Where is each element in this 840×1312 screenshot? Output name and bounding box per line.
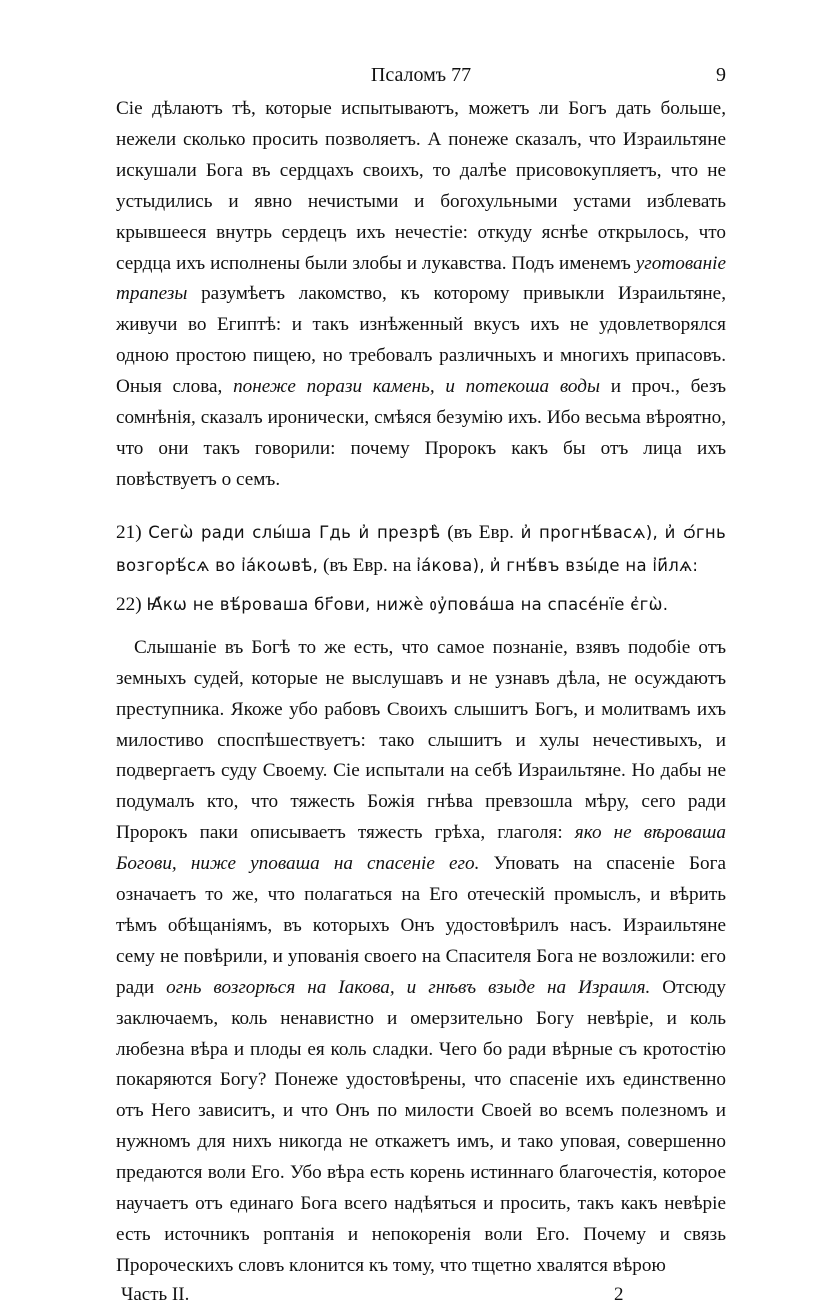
- text-run: Отсюду заключаемъ, коль ненавистно и омерзительно Богу невѣріе, и коль любезна вѣра и плоды ея коль сладки. Чего бо ради вѣрные съ кротостію покаряются Богу? Понеже удостовѣрены, что спасеніе ихъ единственно отъ Него зависитъ, и что Онъ по милости Своей во всемъ полезномъ и нужномъ для нихъ никогда не откажетъ имъ, и тако уповая, совершенно предаются воли Его. Убо вѣра есть корень истиннаго благочестія, которое научаетъ отъ единаго Бога всего надѣяться и просить, такъ какъ невѣріе есть источникъ роптанія и непокоренія воли Его. Почему и связь Пророческихъ словъ клонится къ тому, что тщетно хвалятся вѣрою: [116, 976, 726, 1276]
- hebrew-note: (въ Евр.: [447, 521, 514, 543]
- verse-block: [116, 516, 726, 621]
- text-run: разумѣетъ лакомство, къ которому привыкли Израильтяне, живучи во Египтѣ: и такъ изнѣженный вкусъ ихъ не удовлетворялся одною простою пищею, но требовалъ различныхъ и многихъ припасовъ. Оныя слова,: [116, 283, 726, 398]
- text-run: Уповать на спасеніе Бога означаетъ то же, что полагаться на Его отеческій промыслъ, и вѣрить тѣмъ обѣщаніямъ, въ которыхъ Онъ удостовѣрилъ насъ. Израильтяне сему не повѣрили, и упованія своего на Спасителя Бога не возложили: его ради: [116, 853, 726, 998]
- verse-21: [116, 516, 726, 582]
- page-number: 9: [716, 64, 726, 86]
- slavonic-text: и҆ прогнѣ́васѧ),: [520, 522, 658, 542]
- slavonic-text: и҆ гнѣ́въ взы́де на і҆и҃лѧ:: [489, 555, 699, 575]
- verse-number: 22): [116, 593, 142, 615]
- running-header: [116, 58, 726, 94]
- slavonic-text: и҆ ѻ́гнь возгорѣ́сѧ во і҆а́коѡвѣ,: [116, 522, 726, 575]
- commentary-paragraph-2: [116, 633, 726, 1282]
- signature-mark: Часть II.: [121, 1283, 190, 1305]
- verse-22: [116, 588, 726, 621]
- hebrew-note: (въ Евр. на: [322, 554, 412, 576]
- italic-quote: уготованіе трапезы: [116, 252, 726, 305]
- italic-quote: понеже порази камень, и потекоша воды: [233, 376, 600, 398]
- sheet-number: 2: [614, 1283, 624, 1305]
- text-run: Слышаніе въ Богѣ то же есть, что самое познаніе, взявъ подобіе отъ земныхъ судей, которые не выслушавъ и не узнавъ дѣла, не осуждаютъ преступника. Якоже убо рабовъ Своихъ слышитъ Богъ, и молитвамъ ихъ милостиво споспѣшествуетъ: тако слышитъ и хулы нечестивыхъ, и подвергаетъ суду Своему. Сіе испытали на себѣ Израильтяне. Но дабы не подумалъ кто, что тяжесть Божія гнѣва превзошла мѣру, сего ради Пророкъ паки описываетъ тяжесть грѣха, глаголя:: [116, 636, 726, 844]
- italic-quote: огнь возгорѣся на Іакова, и гнѣвъ взыде на Израиля.: [166, 976, 651, 998]
- text-run: и проч., безъ сомнѣнія, сказалъ иронически, смѣяся безумію ихъ. Ибо весьма вѣроятно, что они такъ говорили: почему Пророкъ какъ бы отъ лица ихъ повѣствуетъ о семъ.: [116, 376, 726, 490]
- italic-quote: яко не вѣроваша Богови, ниже уповаша на спасеніе его.: [116, 822, 726, 875]
- slavonic-text: і҆а́кова),: [416, 555, 485, 575]
- commentary-paragraph-1: [116, 94, 726, 496]
- text-run: Сіе дѣлаютъ тѣ, которые испытываютъ, можетъ ли Богъ дать больше, нежели сколько просить позволяетъ. А понеже сказалъ, что Израильтяне искушали Бога въ сердцахъ своихъ, то далѣе присовокупляетъ, что не устыдились и явно нечистыми и богохульными устами изблевать крывшееся внутрь сердецъ ихъ нечестіе: откуду яснѣе открылось, что сердца ихъ исполнены были злобы и лукавства. Подъ именемъ: [116, 98, 726, 274]
- slavonic-text: Ꙗ҆́кѡ не вѣ́роваша бг҃ови, нижѐ ᲂу҆пова́ша на спасе́нїе є҆гѡ̀.: [146, 594, 669, 614]
- running-title: Псаломъ 77: [370, 64, 472, 86]
- slavonic-text: Сегѡ̀ ради слы́ша Гдь и҆ презрѣ̀: [148, 522, 441, 542]
- page: [116, 58, 726, 1312]
- verse-number: 21): [116, 521, 142, 543]
- page-footer: [116, 1284, 726, 1312]
